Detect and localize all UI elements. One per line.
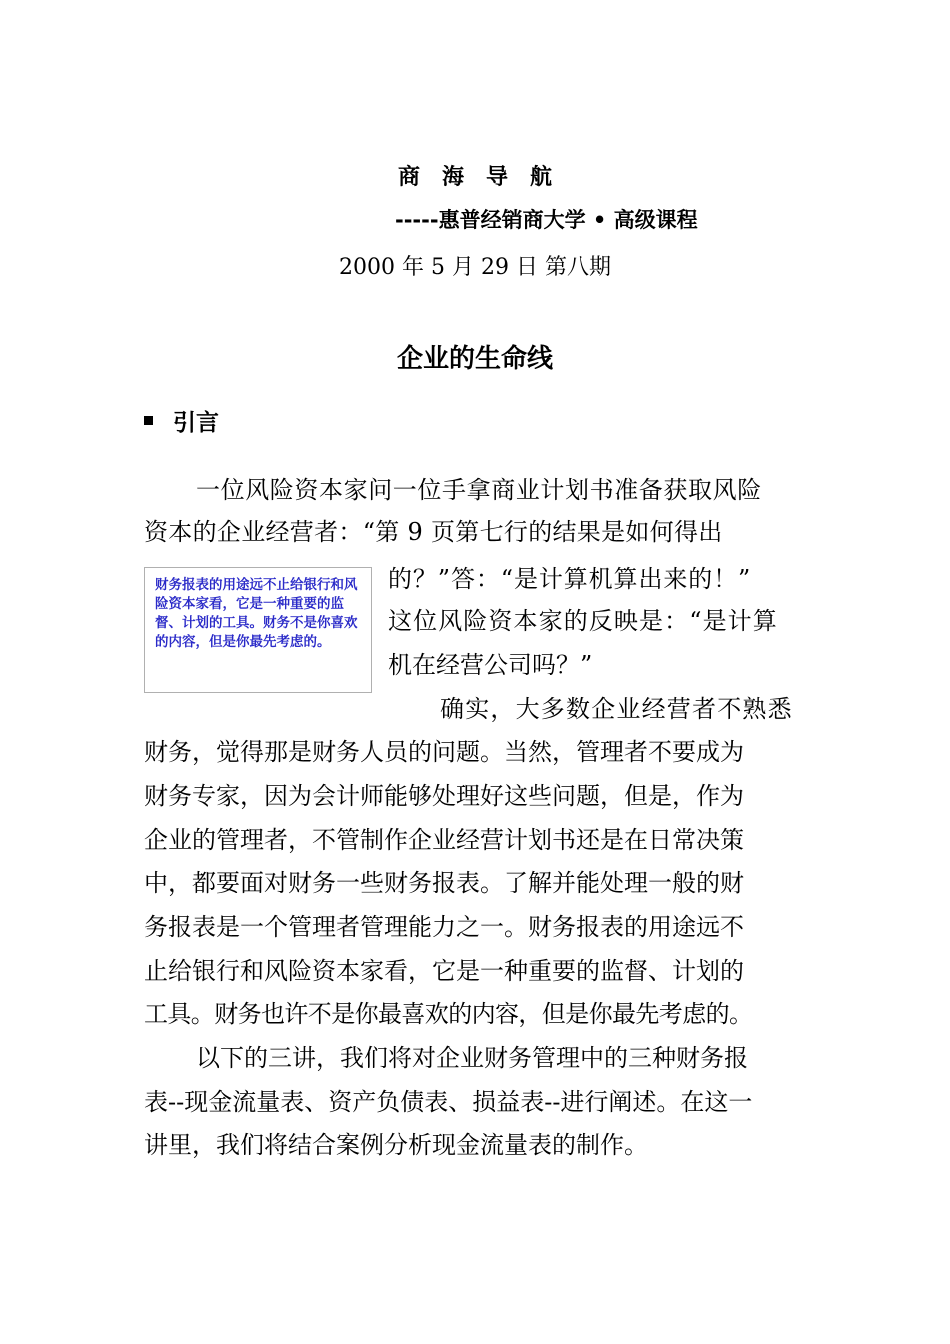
paragraph-line: 这位风险资本家的反映是：“是计算 — [388, 607, 778, 635]
section-heading — [144, 404, 219, 437]
pull-quote-text: 财务报表的用途远不止给银行和风险资本家看，它是一种重要的监督、计划的工具。财务不是你喜欢的内容，但是你最先考虑的。 — [155, 577, 358, 650]
paragraph-line: 工具。财务也许不是你最喜欢的内容，但是你最先考虑的。 — [144, 1000, 753, 1028]
paragraph-line: 的？”答：“是计算机算出来的！” — [388, 565, 752, 593]
paragraph-line: 确实，大多数企业经营者不熟悉 — [440, 695, 793, 723]
paragraph-line: 企业的管理者，不管制作企业经营计划书还是在日常决策 — [144, 826, 744, 854]
issue-date: 2000 年 5 月 29 日 第八期 — [339, 255, 611, 280]
paragraph-line: 资本的企业经营者：“第 9 页第七行的结果是如何得出 — [144, 518, 723, 546]
paragraph-line: 一位风险资本家问一位手拿商业计划书准备获取风险 — [196, 476, 762, 504]
bullet-icon — [144, 416, 153, 425]
pull-quote-box — [144, 567, 372, 693]
paragraph-line: 机在经营公司吗？” — [388, 651, 593, 679]
paragraph-line: 财务专家，因为会计师能够处理好这些问题，但是，作为 — [144, 782, 744, 810]
paragraph-line: 止给银行和风险资本家看，它是一种重要的监督、计划的 — [144, 957, 744, 985]
paragraph-line: 中，都要面对财务一些财务报表。了解并能处理一般的财 — [144, 869, 744, 897]
paragraph-line: 表--现金流量表、资产负债表、损益表--进行阐述。在这一 — [144, 1088, 753, 1116]
section-heading-label: 引言 — [173, 410, 219, 436]
paragraph-line: 务报表是一个管理者管理能力之一。财务报表的用途远不 — [144, 913, 744, 941]
paragraph-line: 财务，觉得那是财务人员的问题。当然，管理者不要成为 — [144, 738, 744, 766]
newsletter-title: 商海导航 — [397, 165, 574, 190]
paragraph-line: 讲里，我们将结合案例分析现金流量表的制作。 — [144, 1131, 648, 1159]
paragraph-line: 以下的三讲，我们将对企业财务管理中的三种财务报 — [196, 1044, 748, 1072]
article-title: 企业的生命线 — [396, 344, 553, 374]
newsletter-subtitle: -----惠普经销商大学 • 高级课程 — [395, 208, 698, 232]
